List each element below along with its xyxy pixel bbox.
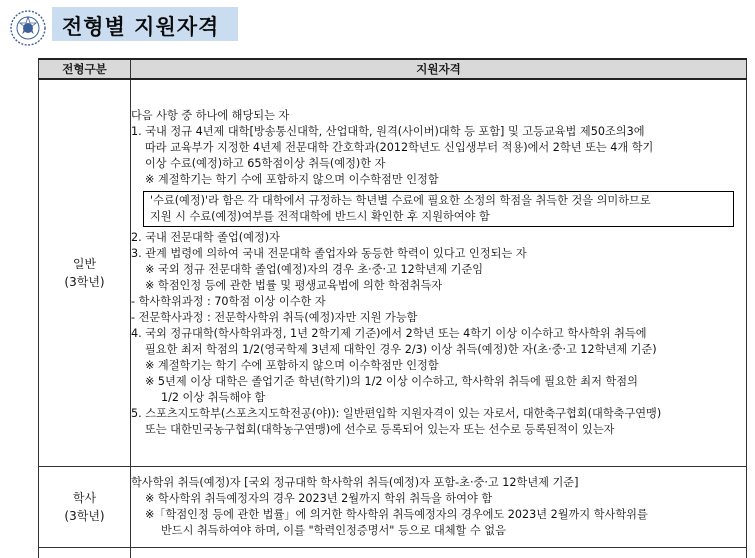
type-label: 일반 bbox=[39, 255, 130, 273]
note-line: ※ 학점인정 등에 관한 법률 및 평생교육법에 의한 학점취득자 bbox=[131, 278, 746, 294]
list-item: 5. 스포츠지도학부(스포츠지도학전공(야)): 일반편입학 지원자격이 있는 자로서, 대한축구협회(대학축구연맹) bbox=[131, 406, 746, 422]
eligibility-cell bbox=[131, 467, 747, 548]
list-item-continuation: 따라 교육부가 지정한 4년제 전문대학 간호학과(2012학년도 신입생부터 적용)에서 2학년 또는 4개 학기 bbox=[131, 140, 746, 156]
note-continuation: 1/2 이상 취득해야 함 bbox=[131, 390, 746, 406]
table-row-general bbox=[39, 79, 747, 467]
eligibility-cell bbox=[131, 79, 747, 467]
list-item: 4. 국외 정규대학(학사학위과정, 1년 2학기제 기준)에서 2학년 또는 4학기 이상 이수하고 학사학위 취득에 bbox=[131, 326, 746, 342]
note-line: ※ 학사학위 취득예정자의 경우 2023년 2월까지 학위 취득을 하여야 함 bbox=[131, 491, 746, 507]
note-line: ※ 국외 정규 전문대학 졸업(예정)자의 경우 초·중·고 12학년제 기준임 bbox=[131, 262, 746, 278]
list-item-continuation: 이상 수료(예정)하고 65학점이상 취득(예정)한 자 bbox=[131, 156, 746, 172]
type-sublabel: (3학년) bbox=[39, 507, 130, 525]
list-item-continuation: 필요한 최저 학점의 1/2(영국학제 3년제 대학인 경우 2/3) 이상 취득(예정)한 자(초·중·고 12학년제 기준) bbox=[131, 342, 746, 358]
title-bar bbox=[52, 7, 238, 41]
intro-line: 학사학위 취득(예정)자 [국외 정규대학 학사학위 취득(예정)자 포함-초·중·고 12학년제 기준] bbox=[131, 475, 746, 491]
university-logo-icon bbox=[8, 8, 48, 48]
page-title: 전형별 지원자격 bbox=[62, 11, 219, 41]
list-item: 3. 관계 법령에 의하여 국내 전문대학 졸업자와 동등한 학력이 있다고 인정되는 자 bbox=[131, 246, 746, 262]
type-cell bbox=[39, 467, 131, 548]
sub-item: - 전문학사과정 : 전문학사학위 취득(예정)자만 지원 가능함 bbox=[131, 310, 746, 326]
table-header-row bbox=[39, 59, 747, 79]
table-row-partial bbox=[39, 548, 747, 558]
table-row-bachelor bbox=[39, 467, 747, 548]
sub-item: - 학사학위과정 : 70학점 이상 이수한 자 bbox=[131, 294, 746, 310]
type-sublabel: (3학년) bbox=[39, 273, 130, 291]
intro-line: 다음 사항 중 하나에 해당되는 자 bbox=[131, 108, 746, 124]
list-item-continuation: 또는 대한민국농구협회(대학농구연맹)에 선수로 등록되어 있는자 또는 선수로 등록된적이 있는자 bbox=[131, 422, 746, 438]
column-header-eligibility: 지원자격 bbox=[131, 59, 747, 79]
eligibility-table bbox=[38, 58, 747, 558]
eligibility-cell bbox=[131, 548, 747, 558]
type-label: 학사 bbox=[39, 489, 130, 507]
type-cell bbox=[39, 548, 131, 558]
list-item: 2. 국내 전문대학 졸업(예정)자 bbox=[131, 230, 746, 246]
list-item: 1. 국내 정규 4년제 대학[방송통신대학, 산업대학, 원격(사이버)대학 등 포함] 및 고등교육법 제50조의3에 bbox=[131, 124, 746, 140]
note-line: ※「학점인정 등에 관한 법률」에 의거한 학사학위 취득예정자의 경우에도 2023년 2월까지 학사학위를 bbox=[131, 507, 746, 523]
note-line: ※ 계절학기는 학기 수에 포함하지 않으며 이수학점만 인정함 bbox=[131, 358, 746, 374]
note-line: ※ 5년제 이상 대학은 졸업기준 학년(학기)의 1/2 이상 이수하고, 학사학위 취득에 필요한 최저 학점의 bbox=[131, 374, 746, 390]
column-header-type: 전형구분 bbox=[39, 59, 131, 79]
note-line: ※ 계절학기는 학기 수에 포함하지 않으며 이수학점만 인정함 bbox=[131, 172, 746, 188]
note-continuation: 반드시 취득하여야 하며, 이를 "학력인정증명서" 등으로 대체할 수 없음 bbox=[131, 523, 746, 539]
type-cell bbox=[39, 79, 131, 467]
notice-line: 지원 시 수료(예정)여부를 전적대학에 반드시 확인한 후 지원하여야 함 bbox=[150, 209, 727, 225]
notice-box bbox=[143, 191, 734, 227]
notice-line: '수료(예정)'라 함은 각 대학에서 규정하는 학년별 수료에 필요한 소정의 학점을 취득한 것을 의미하므로 bbox=[150, 193, 727, 209]
